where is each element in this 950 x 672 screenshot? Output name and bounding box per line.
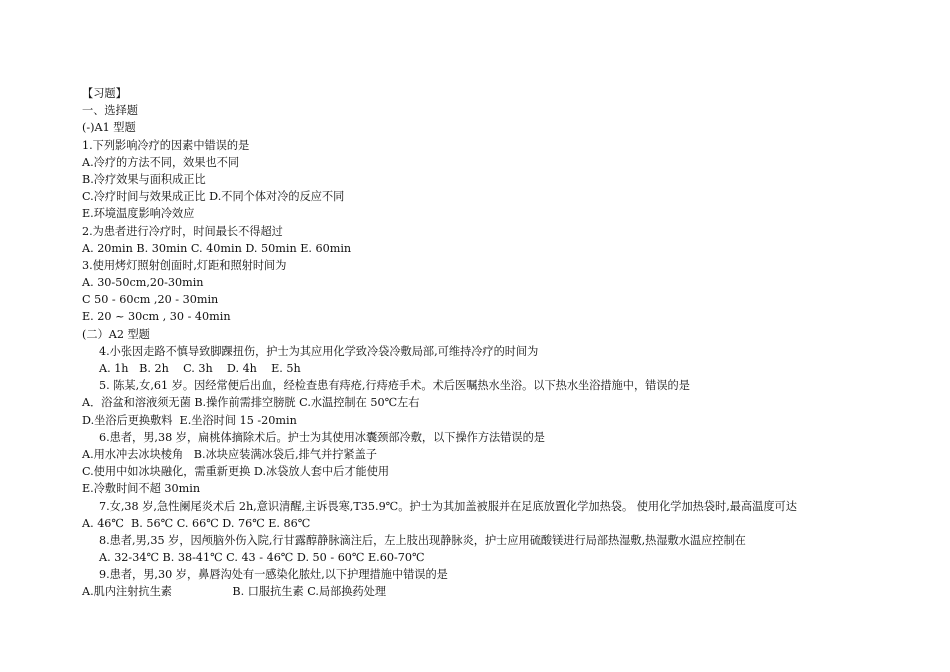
text-line: 5. 陈某,女,61 岁。因经常便后出血，经检查患有痔疮,行痔疮手术。术后医嘱热水坐浴。以下热水坐浴措施中，错误的是 <box>99 379 690 393</box>
text-line: A. 32-34℃ B. 38-41℃ C. 43 - 46℃ D. 50 - 60℃ E.60-70℃ <box>99 551 425 565</box>
text-line: A. 46℃ B. 56℃ C. 66℃ D. 76℃ E. 86℃ <box>82 516 311 530</box>
text-line: A.肌内注射抗生素 B. 口服抗生素 C.局部换药处理 <box>82 585 387 599</box>
text-line: 9.患者，男,30 岁，鼻唇沟处有一感染化脓灶,以下护理措施中错误的是 <box>99 568 448 582</box>
text-line: A．浴盆和溶液须无菌 B.操作前需排空膀胱 C.水温控制在 50℃左右 <box>82 396 420 410</box>
text-line: A. 20min B. 30min C. 40min D. 50min E. 60min <box>82 241 352 255</box>
text-line: (二）A2 型题 <box>82 327 150 341</box>
text-line: C.冷疗时间与效果成正比 D.不同个体对冷的反应不同 <box>82 190 345 204</box>
text-line: A.用水冲去冰块棱角 B.冰块应装满冰袋后,排气并拧紧盖子 <box>82 447 377 461</box>
text-line: B.冷疗效果与面积成正比 <box>82 172 206 186</box>
text-line: E. 20 ~ 30cm , 30 - 40min <box>82 310 231 324</box>
text-line: 一、选择题 <box>82 104 138 118</box>
text-line: A. 30-50cm,20-30min <box>82 276 204 290</box>
text-line: 1.下列影响冷疗的因素中错误的是 <box>82 138 250 152</box>
text-line: 2.为患者进行冷疗时，时间最长不得超过 <box>82 224 283 238</box>
text-line: C 50 - 60cm ,20 - 30min <box>82 293 219 307</box>
text-line: A.冷疗的方法不同，效果也不同 <box>82 155 240 169</box>
text-line: E.环境温度影响冷效应 <box>82 207 195 221</box>
text-line: (-)A1 型题 <box>82 121 136 135</box>
document-page <box>82 85 852 601</box>
text-line: C.使用中如冰块融化，需重新更换 D.冰袋放人套中后才能使用 <box>82 465 390 479</box>
text-line: 3.使用烤灯照射创面时,灯距和照射时间为 <box>82 258 287 272</box>
text-line: E.冷敷时间不超 30min <box>82 482 201 496</box>
text-line: 8.患者,男,35 岁，因颅脑外伤入院,行甘露醇静脉滴注后，左上肢出现静脉炎，护士应用硫酸镁进行局部热湿敷,热湿敷水温应控制在 <box>99 533 746 547</box>
text-line: D.坐浴后更换敷料 E.坐浴时间 15 -20min <box>82 413 297 427</box>
text-line: 6.患者，男,38 岁，扁桃体摘除术后。护士为其使用冰囊颈部冷敷，以下操作方法错误的是 <box>99 430 545 444</box>
text-line: 7.女,38 岁,急性阑尾炎术后 2h,意识清醒,主诉畏寒,T35.9℃。护士为其加盖被服并在足底放置化学加热袋。 使用化学加热袋时,最高温度可达 <box>99 499 797 513</box>
text-line: 4.小张因走路不慎导致脚踝扭伤，护士为其应用化学致冷袋冷敷局部,可维持冷疗的时间为 <box>99 344 539 358</box>
text-line: A. 1h B. 2h C. 3h D. 4h E. 5h <box>99 362 301 375</box>
text-line: 【习题】 <box>82 87 127 100</box>
